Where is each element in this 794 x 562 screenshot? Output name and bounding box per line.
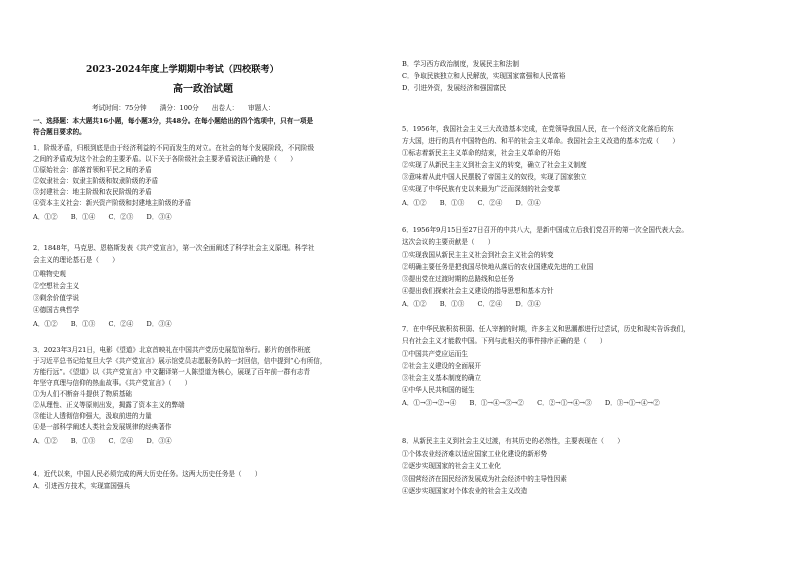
option-line: B．学习西方政治制度，发展民主和法制 [402,60,519,68]
option-line: C．争取民族独立和人民解放，实现国家富强和人民富裕 [402,72,566,80]
option-line: ①为人们不断奋斗提供了物质基础 [33,390,132,398]
question-line: 年坚守真理与信仰的热血故事。《共产党宣言》（ ） [33,379,192,387]
question-line: 方能行远”。《望道》以《共产党宣言》中文翻译第一人陈望道为核心，展现了百年前一群有志青 [33,368,311,376]
instructions-line: 一、选择题：本大题共16小题，每小题3分，共48分。在每小题给出的四个选项中，只有一项是 [33,117,314,125]
answer-choices: A．①② B．①③ C．②④ D．③④ [33,437,172,445]
exam-subtitle: 高一政治试题 [173,84,233,95]
question-line: 之间的矛盾成为这个社会的主要矛盾。以下关于各阶级社会主要矛盾说法正确的是（ ） [33,155,297,163]
option-line: D．引进外资，发展经济和强国富民 [402,84,507,92]
question-line: 这次会议的主要贡献是（ ） [402,238,495,246]
exam-meta: 考试时间：75分钟 满分：100分 出卷人： 审题人： [92,104,275,112]
answer-choices: A．①② B．①③ C．②④ D．③④ [402,199,541,207]
option-line: ②明确主要任务是把我国尽快地从落后的农业国建成先进的工业国 [402,263,594,271]
question-line: 会主义的理论基石是（ ） [33,256,119,264]
question-line: 只有社会主义才能救中国。下列与此相关的事件排序正确的是（ ） [402,337,607,345]
option-line: ③国营经济在国民经济发展成为社会经济中的主导性因素 [402,475,567,483]
question-line: 6．1956年9月15日至27日召开的中共八大，是新中国成立后我们党召开的第一次全国代表大会。 [402,226,688,234]
option-line: ③意味着从此中国人民摆脱了帝国主义的奴役，实现了国家独立 [402,173,587,181]
option-line: ③能让人透彻信仰强大，汲取前进的力量 [33,412,152,420]
question-line: 4．近代以来，中国人民必须完成的两大历史任务。这两大历史任务是（ ） [33,470,262,478]
option-line: ④中华人民共和国的诞生 [402,386,475,394]
option-line: ④逐步实现国家对个体农业的社会主义改造 [402,487,528,495]
answer-choices: A．①→③→②→④ B．①→④→③→② C．②→①→④→③ D．③→①→④→② [402,399,660,407]
question-line: 5．1956年，我国社会主义三大改造基本完成，在党领导我国人民，在一个经济文化落后的东 [402,125,674,133]
option-line: ③封建社会：地主阶级和农民阶级的矛盾 [33,188,152,196]
option-line: ②逐步实现国家的社会主义工业化 [402,462,501,470]
question-line: 2．1848年，马克思、恩格斯发表《共产党宣言》，第一次全面阐述了科学社会主义原理。科学社 [33,244,315,252]
option-line: ①个体农业经济难以适应国家工业化建设的新形势 [402,450,548,458]
question-line: 3．2023年3月21日，电影《望道》北京首映礼在中国共产党历史展览馆举行。影片的创作班底 [33,346,311,354]
question-line: 1．阶级矛盾，归根到底是由于经济利益的不同而发生的对立。在社会的每个发展阶段，不同阶级 [33,144,315,152]
answer-choices: A．①② B．①③ C．②④ D．③④ [33,320,172,328]
question-line: 方大国，进行的具有中国特色的、和平的社会主义革命。我国社会主义改造的基本完成（ ） [402,137,679,145]
instructions-line: 符合题目要求的。 [33,128,86,136]
right-column [397,0,794,562]
option-line: ④德国古典哲学 [33,306,80,314]
option-line: ②从理性、正义等原则出发，揭露了资本主义的弊端 [33,401,185,409]
option-line: ④资本主义社会：新兴资产阶级和封建地主阶级的矛盾 [33,199,192,207]
option-line: ①中国共产党应运而生 [402,350,468,358]
question-line: 7．在中华民族积贫积弱、任人宰割的时期，许多主义和思潮都进行过尝试，历史和现实告诉我们， [402,325,690,333]
option-line: ④实现了中华民族有史以来最为广泛而深刻的社会变革 [402,185,561,193]
option-line: ②实现了从新民主主义到社会主义的转变，确立了社会主义制度 [402,161,587,169]
option-line: A．引进西方技术，实现富国强兵 [33,482,131,490]
option-line: ①实现我国从新民主主义社会到社会主义社会的转变 [402,251,554,259]
option-line: ①原始社会：部落首领和平民之间的矛盾 [33,166,152,174]
answer-choices: A．①② B．①④ C．②③ D．③④ [33,213,172,221]
option-line: ④提出我们探索社会主义建设的指导思想和基本方针 [402,287,554,295]
option-line: ④是一部科学阐述人类社会发展规律的经典著作 [33,423,172,431]
option-line: ①标志着新民主主义革命的结束，社会主义革命的开始 [402,149,561,157]
question-line: 8．从新民主主义到社会主义过渡，有其历史的必然性，主要表现在（ ） [402,437,624,445]
exam-title: 2023-2024年度上学期期中考试（四校联考） [86,64,279,75]
answer-choices: A．①② B．①③ C．②④ D．③④ [402,300,541,308]
option-line: ②奴隶社会：奴隶主阶级和奴隶阶级的矛盾 [33,177,159,185]
option-line: ①唯物史观 [33,270,66,278]
option-line: ③社会主义基本制度的确立 [402,374,482,382]
option-line: ③提出党在过渡时期的总路线和总任务 [402,275,515,283]
option-line: ②空想社会主义 [33,282,80,290]
question-line: 于习近平总书记给复旦大学《共产党宣言》展示馆党员志愿服务队的一封回信，信中提到“心有所信， [33,357,327,365]
option-line: ③剩余价值学说 [33,294,80,302]
option-line: ②社会主义建设的全面展开 [402,362,482,370]
